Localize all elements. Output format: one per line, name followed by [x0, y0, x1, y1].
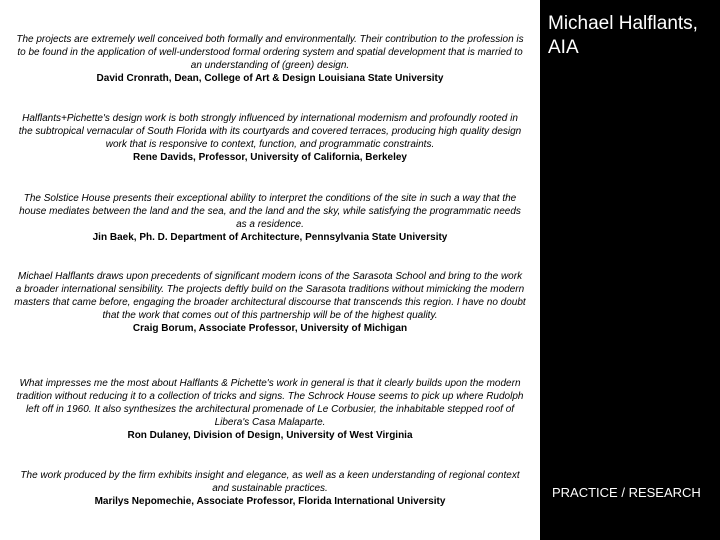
quote-attribution: Marilys Nepomechie, Associate Professor, Florida International University: [94, 496, 446, 507]
quote-attribution: David Cronrath, Dean, College of Art & Design Louisiana State University: [96, 73, 444, 84]
quote-block: [14, 270, 526, 335]
quote-block: [14, 33, 526, 85]
quote-attribution: Craig Borum, Associate Professor, University of Michigan: [132, 323, 408, 334]
title-sidebar: [540, 0, 720, 540]
quote-text: The work produced by the firm exhibits insight and elegance, as well as a keen understanding of regional context and sustainable practices.: [20, 470, 520, 494]
quote-attribution: Rene Davids, Professor, University of California, Berkeley: [133, 152, 407, 163]
quote-text: What impresses me the most about Halflants & Pichette's work in general is that it clearly builds upon the modern tradition without reducing it to a collection of tricks and signs. The Schrock House seems to pick up where Rudolph left off in 1960. It also synthesizes the architectural promenade of Le Corbusier, the inhabitable stepped roof of Libera's Casa Malaparte.: [16, 378, 524, 428]
quote-text: Michael Halflants draws upon precedents of significant modern icons of the Sarasota School and bring to the work a broader international sensibility. The projects deftly build on the Sarasota traditions without mimicking the modern masters that came before, engaging the broader architectural discourse that transcends this region. I have no doubt that the work that comes out of this partnership will be of the highest quality.: [14, 271, 526, 321]
quote-block: [14, 112, 526, 164]
quote-text: The projects are extremely well conceived both formally and environmentally. Their contribution to the profession is to be found in the application of well-understood formal ordering system and spatial development that is married to an understanding of (green) design.: [16, 34, 524, 71]
quote-text: Halflants+Pichette's design work is both strongly influenced by international modernism and profoundly rooted in the subtropical vernacular of South Florida with its courtyards and covered terraces, producing high quality design work that is responsive to context, function, and programmatic constraints.: [18, 113, 522, 150]
quote-block: [14, 377, 526, 442]
quote-block: [14, 469, 526, 508]
author-name: Michael Halflants, AIA: [548, 13, 698, 58]
quote-attribution: Ron Dulaney, Division of Design, University of West Virginia: [127, 430, 413, 441]
section-label: PRACTICE / RESEARCH: [552, 485, 701, 500]
quote-text: The Solstice House presents their exceptional ability to interpret the conditions of the site in such a way that the house mediates between the land and the sea, and the land and the sky, while satisfying the programmatic needs as a residence.: [19, 193, 521, 230]
quote-attribution: Jin Baek, Ph. D. Department of Architecture, Pennsylvania State University: [92, 232, 448, 243]
quote-block: [14, 192, 526, 244]
